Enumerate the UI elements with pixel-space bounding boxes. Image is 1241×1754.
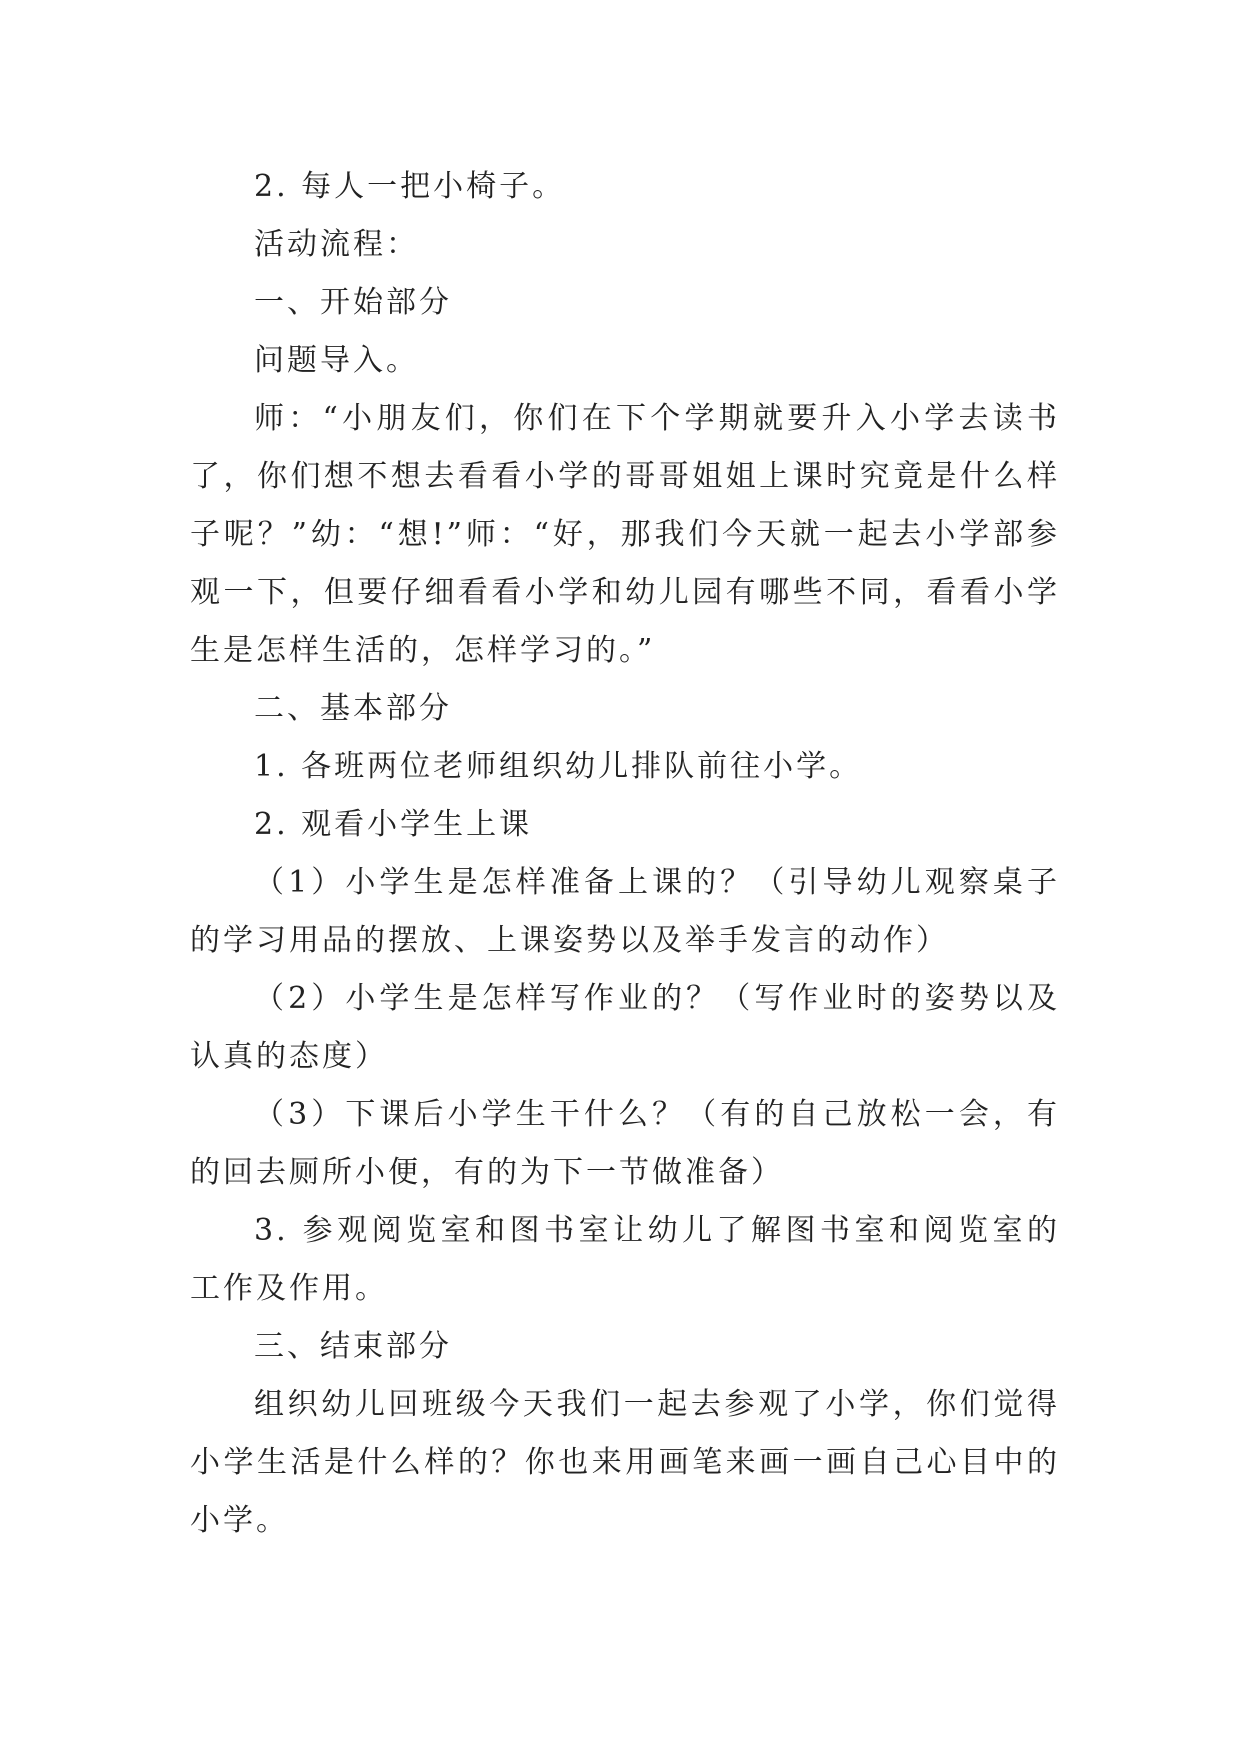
- section-heading-end: 三、结束部分: [254, 1329, 452, 1364]
- paragraph-closing: 组织幼儿回班级今天我们一起去参观了小学，你们觉得小学生活是什么样的？你也来用画笔来画一画自己心目中的小学。: [190, 1387, 1060, 1538]
- section-heading-start: 一、开始部分: [254, 285, 452, 320]
- paragraph-substep-3: （3）下课后小学生干什么？（有的自己放松一会，有的回去厕所小便，有的为下一节做准备）: [190, 1097, 1060, 1190]
- paragraph-substep-2: （2）小学生是怎样写作业的？（写作业时的姿势以及认真的态度）: [190, 981, 1060, 1074]
- paragraph-step-3: 3. 参观阅览室和图书室让幼儿了解图书室和阅览室的工作及作用。: [190, 1213, 1060, 1306]
- document-body: [190, 158, 1060, 1550]
- paragraph-teacher-dialogue: 师：“小朋友们，你们在下个学期就要升入小学去读书了，你们想不想去看看小学的哥哥姐姐上课时究竟是什么样子呢？”幼：“想!”师：“好，那我们今天就一起去小学部参观一下，但要仔细看看小学和幼儿园有哪些不同，看看小学生是怎样生活的，怎样学习的。”: [190, 401, 1060, 668]
- paragraph-activity-flow-heading: 活动流程：: [254, 227, 419, 262]
- paragraph-materials-2: 2. 每人一把小椅子。: [254, 169, 566, 204]
- paragraph-substep-1: （1）小学生是怎样准备上课的？（引导幼儿观察桌子的学习用品的摆放、上课姿势以及举手发言的动作）: [190, 865, 1060, 958]
- paragraph-question-intro: 问题导入。: [254, 343, 419, 378]
- paragraph-step-2: 2. 观看小学生上课: [254, 807, 533, 842]
- paragraph-step-1: 1. 各班两位老师组织幼儿排队前往小学。: [254, 749, 863, 784]
- section-heading-basic: 二、基本部分: [254, 691, 452, 726]
